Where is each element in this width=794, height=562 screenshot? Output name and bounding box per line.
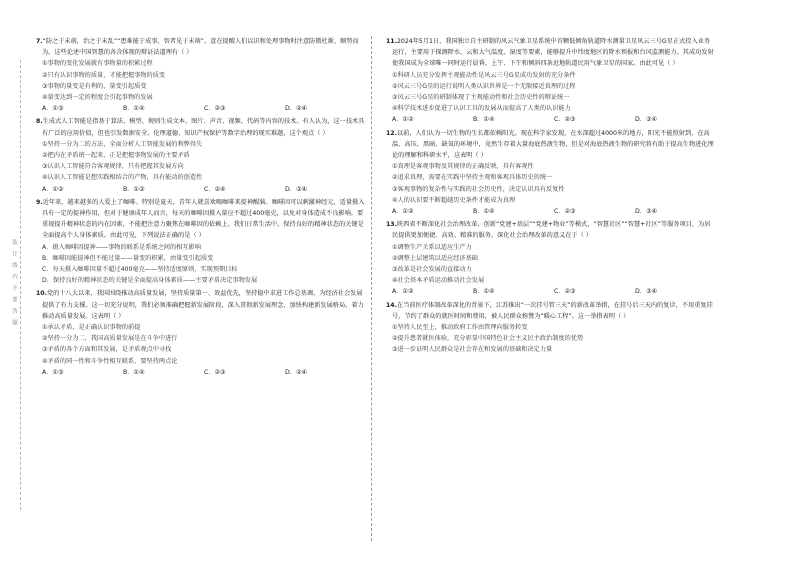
question-number: 11. xyxy=(386,38,397,45)
answer-choice: A．①③ xyxy=(42,368,64,376)
statement-option: C．每天摄入咖啡因量不超过400毫克——坚持适度原则，实现预期目标 xyxy=(42,266,238,274)
question-text: 生成式人工智能是指基于算法、模型、规则生成文本、图片、声音、视频、代码等内容的技术。有人认为，这一技术具有广泛的应用价值，但也引发数据安全、伦理道德、知识产权保护等数字治理的现实难题，这个观点（ ） xyxy=(42,118,365,137)
question-number: 14. xyxy=(386,301,397,309)
answer-choice: A．①③ xyxy=(42,105,64,113)
statement-option: ③客观事物的复杂性与实践的社会历史性，决定认识具有反复性 xyxy=(392,185,565,193)
answer-choice: B．①④ xyxy=(123,368,145,376)
answer-choice: B．①④ xyxy=(473,116,495,124)
statement-option: ②调整上层建筑以适应经济基础 xyxy=(392,254,478,262)
question-block xyxy=(386,36,716,126)
answer-choice: D．③④ xyxy=(635,288,658,296)
question-stem xyxy=(36,288,366,322)
statement-option: A．摄入咖啡因提神——事物的联系是系统之间的相互影响 xyxy=(42,243,201,251)
statement-option: ①调整生产关系以适应生产力 xyxy=(392,243,472,251)
column-divider xyxy=(371,36,372,541)
statement-option: ③事物的量变是有利的，量变引起质变 xyxy=(42,82,147,90)
statement-option: ④人的认识要不断超越历史条件才能成为真理 xyxy=(392,196,516,204)
question-block xyxy=(36,36,366,114)
answer-choice: C．②③ xyxy=(204,105,226,113)
binding-line-label: 装订线内不要答题 xyxy=(8,60,21,510)
left-column xyxy=(36,36,366,380)
answer-choice: D．②④ xyxy=(285,105,308,113)
question-text: “防之于未萌，治之于未乱”“患难能于成事，智者见于未萌”。意在提醒人们以识和处理事物时注意防微杜渐、顺势而为。这些论述中国智慧的各含体现的辩证法道理有（ ） xyxy=(42,38,359,57)
answer-choice: C．②③ xyxy=(554,116,576,124)
question-stem xyxy=(36,116,366,138)
statement-option: ①坚持一分为二的方法，全面分析人工智能发展的利弊得失 xyxy=(42,140,203,148)
question-text: 以前，人们认为一切生物的生长都依赖阳光。现在科学家发现，在水深超过4000米的地方，阳光不能照射到，在高温、高压、黑暗、缺氧的环境中，竟然生存着大量海底热液生物，但是对海底热液生物的研究将有助于提高生物进化理论的理解和科研水平，这表明（ ） xyxy=(392,129,714,160)
statement-option: ②风云三号G星的运行说明人类认识世界是一个无限接近真理的过程 xyxy=(392,82,576,90)
statement-option: ④社会基本矛盾运动推动社会发展 xyxy=(392,277,485,285)
question-stem xyxy=(386,300,716,322)
statement-option: ③进一步证明人民群众是社会存在和发展的基础和决定力量 xyxy=(392,346,553,354)
answer-choices xyxy=(36,367,366,378)
answer-choice: A．①② xyxy=(42,185,64,193)
statement-option: B．咖啡因能提神但不能过量——量变的积累，由量变引起质变 xyxy=(42,254,214,262)
question-text: 党的十八大以来，我国围绕推动高质量发展，坚持质量第一、效益优先，坚持稳中求进工作总基调，为经济社会发展提供了有力支撑。这一切充分说明，我们必须准确把握新发展阶段，深入贯彻新发展理念，加快构建新发展格局，着力推动高质量发展。这表明（ ） xyxy=(42,290,364,320)
question-text: 在当前医疗体制改革深化的背景下，江苏推出“一次挂号管三天”的新改革举措，在挂号后三天内的复诊，不用重复挂号，节约了群众的就医时间和费用，被人民群众称赞为“暖心工程”。这一举措表明（ ） xyxy=(392,301,713,320)
question-number: 7. xyxy=(36,38,43,45)
question-text: 陕西省不断深化社会治理改革，创新“党建+基层”“党建+物业”等模式，“智慧社区”“智慧+社区”等服务项目，为居民提供更加便捷、高效、精准的服务。深化社会治理改革的意义在于（ ） xyxy=(392,221,711,240)
answer-choice: B．①④ xyxy=(123,105,145,113)
question-number: 13. xyxy=(386,221,397,229)
statement-option: ①承认矛盾，是正确认识事物的前提 xyxy=(42,324,141,332)
statement-option: ②把内在矛盾统一起来，正是把握事物发展的主要矛盾 xyxy=(42,152,190,160)
statement-option: ②追求真理，需要在实践中坚持主观和客观具体历史的统一 xyxy=(392,174,553,182)
answer-choice: D．②④ xyxy=(285,368,308,376)
statement-option: ①坚持人民至上，推动政府工作由管理向服务转变 xyxy=(392,324,528,332)
answer-choices xyxy=(36,103,366,114)
answer-choice: B．①④ xyxy=(473,208,495,216)
question-number: 8. xyxy=(36,118,43,126)
question-block xyxy=(386,300,716,356)
statement-option: ③矛盾的各个方面和其发展，是矛盾观点中寻找 xyxy=(42,346,172,354)
answer-choices xyxy=(386,206,716,217)
right-column xyxy=(386,36,716,358)
question-block xyxy=(386,219,716,297)
answer-choice: C．②④ xyxy=(204,185,226,193)
answer-choices xyxy=(36,184,366,195)
statement-option: ④认识人工智能是想实践相结合的产物，具有能动的创造性 xyxy=(42,174,203,182)
answer-choice: C．②③ xyxy=(554,288,576,296)
statement-option: D．保持良好的精神状态的关键是全面提高身体素质——主要矛盾决定事物发展 xyxy=(42,277,258,285)
question-stem xyxy=(386,36,716,70)
question-stem xyxy=(386,219,716,241)
question-number: 9. xyxy=(36,198,43,206)
answer-choice: B．①④ xyxy=(473,288,495,296)
statement-option: ③认识人工智能符合客观规律，只有把握其发展方向 xyxy=(42,163,184,171)
question-stem xyxy=(36,36,366,58)
statement-option: ④科学技术进步促进了认识工具的发展从而提高了人类的认识能力 xyxy=(392,105,571,113)
answer-choice: D．③④ xyxy=(285,185,308,193)
statement-option: ②只有认识事物的质量，才能把握事物的质变 xyxy=(42,71,166,79)
statement-option: ①科研人员充分发挥主观能动性是风云三号G星成功发射的充分条件 xyxy=(392,71,576,79)
statement-option: ③改革是社会发展的直接动力 xyxy=(392,266,472,274)
statement-option: ①事物的变化发展就有事物量的积累过程 xyxy=(42,60,153,68)
answer-choice: A．①② xyxy=(392,116,414,124)
answer-choice: A．①② xyxy=(392,208,414,216)
answer-choice: B．①③ xyxy=(123,185,145,193)
statement-option: ④量变达到一定的程度会引起事物的发展 xyxy=(42,94,153,102)
answer-choice: D．③④ xyxy=(635,116,658,124)
answer-choice: C．②③ xyxy=(554,208,576,216)
question-text: 2024年5月1日，我国独立自主研制的风云气象卫星系统中首颗低倾角轨道降水测量卫星风云三号G星正式投入业务运行，主要用于探测降水、云和大气温度、湿度等要素，能够提升中纬度地区的降水预报和台风监测能力。其成功发射使我国成为全球唯一同时运行晨昏、上午、下午和倾斜四条近地轨道民用气象卫星的国家。由此可见（ ） xyxy=(392,38,714,68)
question-block xyxy=(386,128,716,218)
question-number: 10. xyxy=(36,290,47,298)
answer-choices xyxy=(386,286,716,297)
statement-option: ①真理是客观事物及其规律的正确反映，具有客观性 xyxy=(392,163,534,171)
question-stem xyxy=(386,128,716,162)
statement-option: ③风云三号G星的研制体现了主观能动性和社会历史性的辩证统一 xyxy=(392,94,570,102)
statement-option: ②坚持一分为二，我国高质量发展是在斗争中进行 xyxy=(42,335,178,343)
answer-choice: A．①② xyxy=(392,288,414,296)
question-block xyxy=(36,116,366,194)
answer-choices xyxy=(386,114,716,125)
question-number: 12. xyxy=(386,129,397,137)
question-block xyxy=(36,197,366,287)
answer-choice: D．③④ xyxy=(635,208,658,216)
question-text: 近年来，越来越多的人爱上了咖啡。特别是夏天，青年人就喜欢喝咖啡来提神醒脑。咖啡因可以刺激神经元，适量摄入具有一定的提神作用，但对于健康成年人而言，每天的咖啡因摄入量应不超过400毫克，以免对身体造成不良影响。要重视提升精神状态的内在因素，不能把注意力聚焦在咖啡因的依赖上。我们日常生活中，保持良好的精神状态的关键是全面提高个人身体素质。由此可见，下列说法正确的是（ ） xyxy=(42,198,365,240)
answer-choice: C．②③ xyxy=(204,368,226,376)
question-block xyxy=(36,288,366,378)
question-stem xyxy=(36,197,366,242)
statement-option: ②提升患者就医体验，充分彰显中国特色社会主义民主政治制度的优势 xyxy=(392,335,584,343)
statement-option: ④矛盾的同一性和斗争性相互联系，要坚持两点论 xyxy=(42,357,178,365)
